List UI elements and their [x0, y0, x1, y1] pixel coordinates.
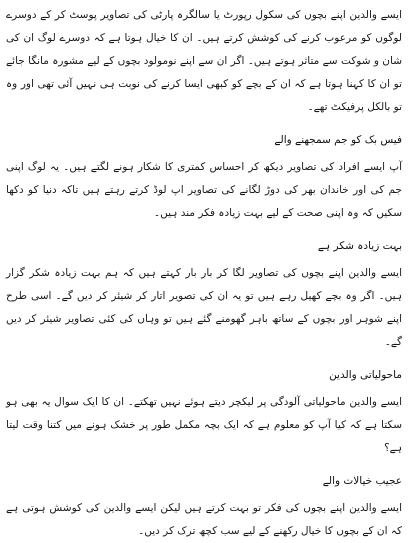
section-heading: ماحولیاتی والدین — [329, 369, 402, 381]
article-body — [6, 4, 402, 543]
article-paragraph: ایسے والدین اپنے بچوں کی سکول رپورٹ یا سالگرہ پارٹی کی تصاویر پوسٹ کر کے دوسرے لوگوں کو مرعوب کرنے کی کوشش کرتے ہیں۔ ان کا خیال ہوتا ہے کہ دوسرے لوگ ان کی شان و شوکت سے متاثر ہوتے ہیں۔ اگر ان سے اپنے نومولود بچوں کے لیے مشورہ مانگا جائے تو ان کا کہنا ہوتا ہے کہ ان کے بچے کو کبھی ایسا کرنے کی نوبت ہی نہیں آئی تھی اور وہ تو بالکل پرفیکٹ تھے۔ — [6, 9, 402, 113]
article-paragraph: ایسے والدین اپنے بچوں کی فکر تو بہت کرتے ہیں لیکن ایسے والدین کی کوشش ہوتی ہے کہ ان کے بچوں کا خیال رکھنے کے لیے سب کچھ ترک کر دیں۔ — [6, 502, 402, 537]
section-heading: بہت زیادہ شکر ہے — [317, 240, 402, 252]
article-paragraph: آپ ایسے افراد کی تصاویر دیکھ کر احساس کمتری کا شکار ہونے لگتے ہیں۔ یہ لوگ اپنی جم کی اور خاندان بھر کی دوڑ لگانے کی تصاویر اپ لوڈ کرتے رہتے ہیں تاکہ دنیا کو دکھا سکیں کہ وہ اپنی صحت کے لیے بہت زیادہ فکر مند ہیں۔ — [6, 161, 402, 219]
article-paragraph: ایسے والدین اپنے بچوں کی تصاویر لگا کر بار بار کہتے ہیں کہ ہم بہت زیادہ شکر گزار ہیں۔ اگر وہ بچے کھیل رہے ہیں تو یہ ان کی تصویر اتار کر شیئر کر دیں گے۔ اسی طرح اپنے شوہر اور بچوں کے ساتھ باہر گھومنے گئے ہیں تو وہاں کی کئی تصاویر شیئر کر دیں گے۔ — [6, 267, 402, 348]
section-heading: فیس بک کو جم سمجھنے والے — [274, 134, 402, 146]
section-heading: عجیب خیالات والے — [322, 475, 402, 487]
article-paragraph: ایسے والدین ماحولیاتی آلودگی پر لیکچر دیتے ہوئے نہیں تھکتے۔ ان کا ایک سوال یہ بھی ہو سکتا ہے کہ کیا آپ کو معلوم ہے کہ ایک بچہ مکمل طور پر خشک ہونے میں کتنا وقت لیتا ہے؟ — [6, 396, 402, 454]
